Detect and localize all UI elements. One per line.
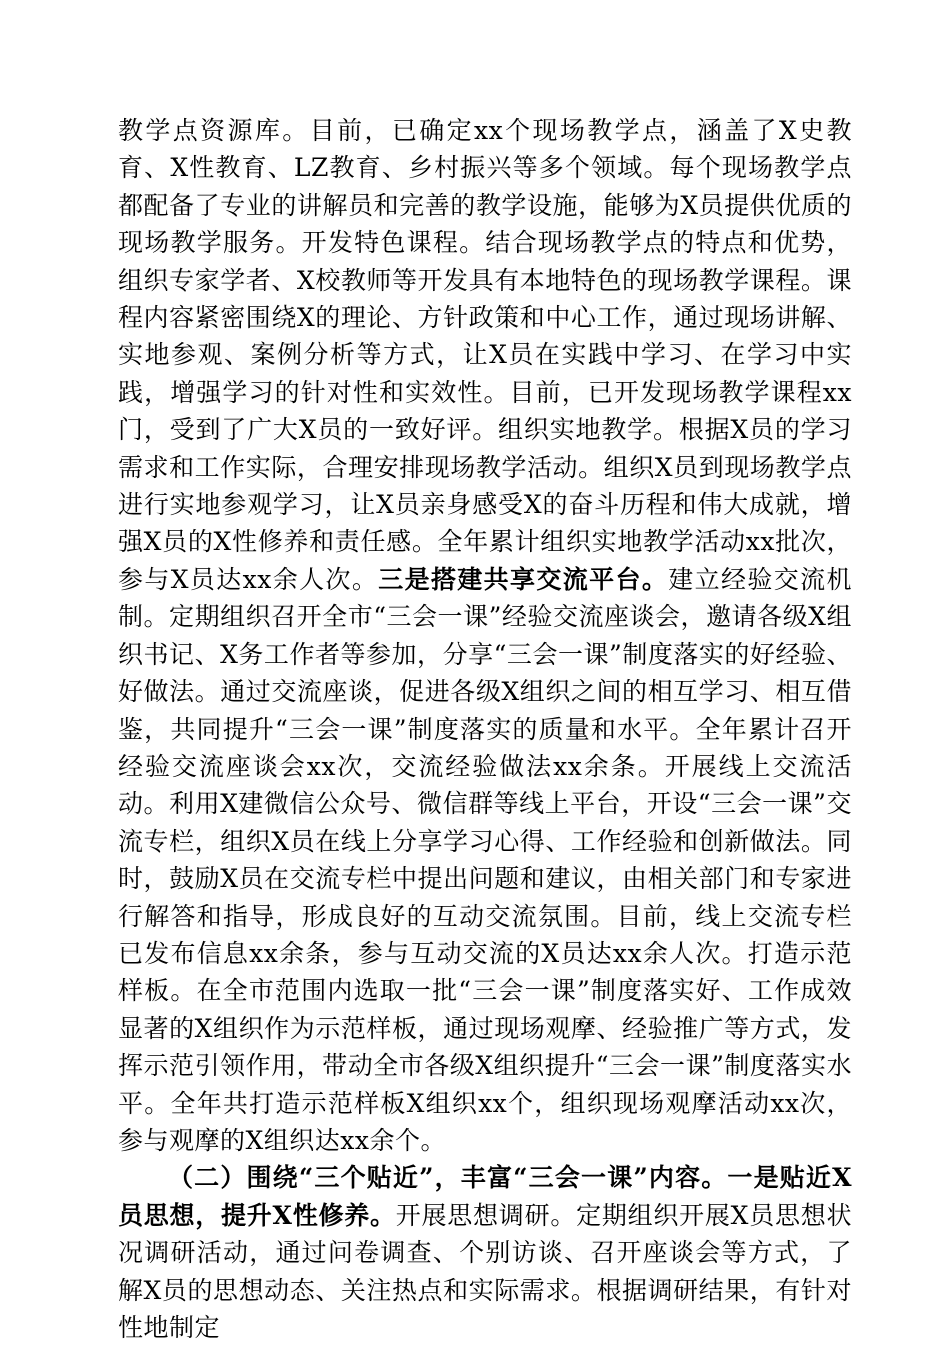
document-body xyxy=(118,112,852,1346)
paragraph-text: 开展思想调研。定期组织开展X员思想状况调研活动，通过问卷调查、个别访谈、召开座谈会等方式，了解X员的思想动态、关注热点和实际需求。根据调研结果，有针对性地制定 xyxy=(118,1200,852,1342)
paragraph-continuation xyxy=(118,112,852,1159)
section-heading-bold: （二）围绕“三个贴近”，丰富“三会一课”内容。一是贴近X员思想，提升X性修养。 xyxy=(118,1163,852,1230)
section-heading-bold: 三是搭建共享交流平台。 xyxy=(378,564,669,594)
paragraph-section-two xyxy=(118,1159,852,1346)
paragraph-text: 教学点资源库。目前，已确定xx个现场教学点，涵盖了X史教育、X性教育、LZ教育、乡村振兴等多个领域。每个现场教学点都配备了专业的讲解员和完善的教学设施，能够为X员提供优质的现场教学服务。开发特色课程。结合现场教学点的特点和优势，组织专家学者、X校教师等开发具有本地特色的现场教学课程。课程内容紧密围绕X的理论、方针政策和中心工作，通过现场讲解、实地参观、案例分析等方式，让X员在实践中学习、在学习中实践，增强学习的针对性和实效性。目前，已开发现场教学课程xx门，受到了广大X员的一致好评。组织实地教学。根据X员的学习需求和工作实际，合理安排现场教学活动。组织X员到现场教学点进行实地参观学习，让X员亲身感受X的奋斗历程和伟大成就，增强X员的X性修养和责任感。全年累计组织实地教学活动xx批次，参与X员达xx余人次。 xyxy=(118,116,852,594)
paragraph-text: 建立经验交流机制。定期组织召开全市“三会一课”经验交流座谈会，邀请各级X组织书记、X务工作者等参加，分享“三会一课”制度落实的好经验、好做法。通过交流座谈，促进各级X组织之间的相互学习、相互借鉴，共同提升“三会一课”制度落实的质量和水平。全年累计召开经验交流座谈会xx次，交流经验做法xx余条。开展线上交流活动。利用X建微信公众号、微信群等线上平台，开设“三会一课”交流专栏，组织X员在线上分享学习心得、工作经验和创新做法。同时，鼓励X员在交流专栏中提出问题和建议，由相关部门和专家进行解答和指导，形成良好的互动交流氛围。目前，线上交流专栏已发布信息xx余条，参与互动交流的X员达xx余人次。打造示范样板。在全市范围内选取一批“三会一课”制度落实好、工作成效显著的X组织作为示范样板，通过现场观摩、经验推广等方式，发挥示范引领作用，带动全市各级X组织提升“三会一课”制度落实水平。全年共打造示范样板X组织xx个，组织现场观摩活动xx次，参与观摩的X组织达xx余个。 xyxy=(118,564,852,1155)
